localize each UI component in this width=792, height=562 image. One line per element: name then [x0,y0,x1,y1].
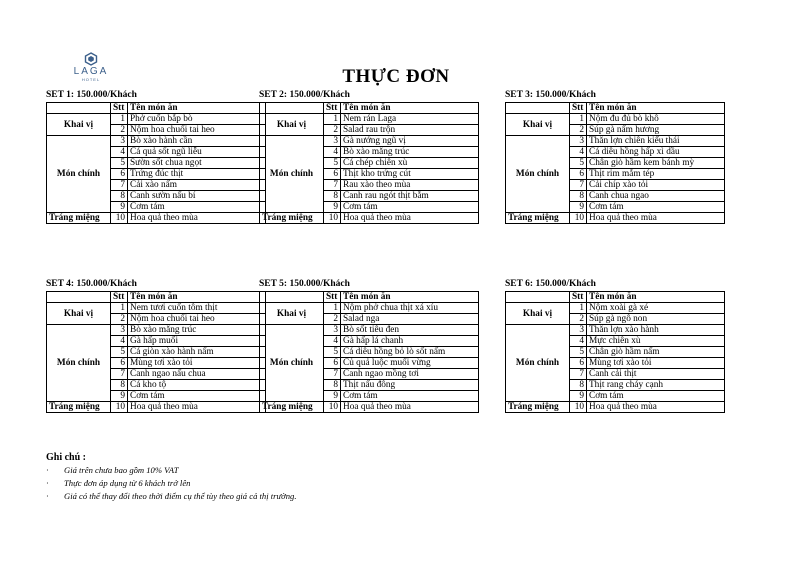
table-row [506,402,725,413]
category-cell: Khai vị [506,114,570,136]
dish-cell: Salad rau trộn [341,125,479,136]
stt-cell: 3 [570,325,587,336]
dish-cell: Nem rán Laga [341,114,479,125]
header-dish: Tên món ăn [587,292,725,303]
note-item [46,477,296,490]
stt-cell: 5 [324,158,341,169]
table-row [506,114,725,125]
menu-table [505,291,725,413]
stt-cell: 3 [324,136,341,147]
dish-cell: Bò sốt tiêu đen [341,325,479,336]
stt-cell: 1 [324,303,341,314]
header-dish: Tên món ăn [341,292,479,303]
dish-cell: Cơm tám [587,391,725,402]
category-cell: Tráng miệng [260,213,324,224]
stt-cell: 2 [570,314,587,325]
category-cell: Món chính [260,325,324,402]
table-row [260,213,479,224]
table-row [47,213,266,224]
table-row [260,325,479,336]
stt-cell: 8 [570,380,587,391]
dish-cell: Sườn sốt chua ngọt [128,158,266,169]
stt-cell: 3 [111,325,128,336]
stt-cell: 4 [324,336,341,347]
stt-cell: 5 [570,347,587,358]
category-cell: Khai vị [506,303,570,325]
table-row [47,136,266,147]
stt-cell: 7 [111,180,128,191]
table-row [506,213,725,224]
stt-cell: 10 [324,213,341,224]
category-cell: Khai vị [47,303,111,325]
dish-cell: Canh rau ngót thịt bằm [341,191,479,202]
dish-cell: Cơm tám [341,391,479,402]
stt-cell: 8 [324,380,341,391]
dish-cell: Cải chíp xào tỏi [587,180,725,191]
menu-table [46,291,266,413]
bullet-icon: · [46,491,49,501]
note-text: Giá trên chưa bao gồm 10% VAT [64,465,179,475]
table-row [260,114,479,125]
dish-cell: Nộm đu đủ bò khô [587,114,725,125]
note-item [46,490,296,503]
stt-cell: 3 [111,136,128,147]
table-header-row [47,292,266,303]
stt-cell: 9 [324,391,341,402]
table-row [506,303,725,314]
stt-cell: 7 [324,369,341,380]
dish-cell: Canh cải thịt [587,369,725,380]
stt-cell: 4 [111,336,128,347]
stt-cell: 6 [111,169,128,180]
dish-cell: Canh chua ngao [587,191,725,202]
header-category [47,292,111,303]
category-cell: Tráng miệng [47,213,111,224]
table-row [260,136,479,147]
table-row [47,114,266,125]
stt-cell: 3 [570,136,587,147]
category-cell: Khai vị [47,114,111,136]
menu-table [259,291,479,413]
stt-cell: 2 [324,125,341,136]
table-header-row [506,292,725,303]
stt-cell: 9 [570,202,587,213]
category-cell: Món chính [506,325,570,402]
header-stt: Stt [324,103,341,114]
stt-cell: 4 [324,147,341,158]
note-text: Thực đơn áp dụng từ 6 khách trở lên [64,478,191,488]
dish-cell: Chân giò hầm kem bánh mỳ [587,158,725,169]
category-cell: Khai vị [260,114,324,136]
dish-cell: Hoa quả theo mùa [587,402,725,413]
dish-cell: Cá diêu hồng hấp xì dầu [587,147,725,158]
header-stt: Stt [570,103,587,114]
dish-cell: Hoa quả theo mùa [587,213,725,224]
stt-cell: 10 [111,402,128,413]
category-cell: Tráng miệng [506,402,570,413]
table-row [260,303,479,314]
dish-cell: Gà nướng ngũ vị [341,136,479,147]
category-cell: Món chính [260,136,324,213]
menu-set-3 [505,89,725,224]
stt-cell: 1 [570,303,587,314]
stt-cell: 8 [111,191,128,202]
logo-sub: HOTEL [81,77,101,82]
stt-cell: 8 [570,191,587,202]
dish-cell: Thăn lợn xào hành [587,325,725,336]
dish-cell: Hoa quả theo mùa [341,402,479,413]
dish-cell: Bò xào măng trúc [128,325,266,336]
table-row [506,325,725,336]
dish-cell: Canh ngao nấu chua [128,369,266,380]
header-stt: Stt [570,292,587,303]
menu-table [259,102,479,224]
category-cell: Món chính [47,136,111,213]
stt-cell: 10 [111,213,128,224]
dish-cell: Cá quả sốt ngũ liễu [128,147,266,158]
table-header-row [506,103,725,114]
dish-cell: Súp gà nấm hương [587,125,725,136]
stt-cell: 5 [570,158,587,169]
stt-cell: 7 [570,369,587,380]
header-dish: Tên món ăn [128,103,266,114]
header-category [260,292,324,303]
header-category [260,103,324,114]
header-category [506,292,570,303]
stt-cell: 2 [111,314,128,325]
dish-cell: Cải xào nấm [128,180,266,191]
stt-cell: 6 [570,358,587,369]
stt-cell: 1 [570,114,587,125]
dish-cell: Thịt rang cháy cạnh [587,380,725,391]
header-stt: Stt [324,292,341,303]
dish-cell: Canh sườn nấu bí [128,191,266,202]
header-dish: Tên món ăn [341,103,479,114]
category-cell: Khai vị [260,303,324,325]
dish-cell: Mùng tơi xào tỏi [587,358,725,369]
stt-cell: 1 [111,114,128,125]
stt-cell: 3 [324,325,341,336]
dish-cell: Cá chép chiên xù [341,158,479,169]
dish-cell: Thịt rim mắm tép [587,169,725,180]
set-title: SET 6: 150.000/Khách [505,279,596,289]
stt-cell: 6 [324,358,341,369]
dish-cell: Nộm phở chua thịt xá xíu [341,303,479,314]
stt-cell: 6 [324,169,341,180]
stt-cell: 1 [111,303,128,314]
header-stt: Stt [111,292,128,303]
stt-cell: 6 [111,358,128,369]
set-title: SET 3: 150.000/Khách [505,90,596,100]
stt-cell: 6 [570,169,587,180]
stt-cell: 5 [111,347,128,358]
logo-name: LAGA [73,66,109,77]
dish-cell: Nộm hoa chuối tai heo [128,125,266,136]
note-text: Giá có thể thay đổi theo thời điểm cụ thể tùy theo giá cả thị trường. [64,491,297,501]
stt-cell: 5 [324,347,341,358]
category-cell: Món chính [47,325,111,402]
menu-set-2 [259,89,479,224]
dish-cell: Thăn lợn chiên kiểu thái [587,136,725,147]
table-header-row [260,103,479,114]
dish-cell: Gà hấp lá chanh [341,336,479,347]
stt-cell: 10 [570,402,587,413]
set-title: SET 1: 150.000/Khách [46,90,137,100]
dish-cell: Cá giòn xào hành nấm [128,347,266,358]
stt-cell: 10 [570,213,587,224]
page-title: THỰC ĐƠN [342,66,450,87]
table-header-row [47,103,266,114]
dish-cell: Nem tươi cuốn tôm thịt [128,303,266,314]
menu-set-5 [259,278,479,413]
dish-cell: Bò xào măng trúc [341,147,479,158]
stt-cell: 2 [111,125,128,136]
table-row [47,402,266,413]
dish-cell: Canh ngao mồng tơi [341,369,479,380]
notes-section [46,451,296,503]
stt-cell: 9 [111,202,128,213]
stt-cell: 2 [324,314,341,325]
stt-cell: 9 [111,391,128,402]
dish-cell: Gà hấp muối [128,336,266,347]
dish-cell: Cơm tám [128,202,266,213]
menu-table [46,102,266,224]
dish-cell: Cơm tám [128,391,266,402]
set-title: SET 5: 150.000/Khách [259,279,350,289]
dish-cell: Thịt nấu đông [341,380,479,391]
category-cell: Tráng miệng [506,213,570,224]
dish-cell: Mùng tơi xào tỏi [128,358,266,369]
menu-table [505,102,725,224]
dish-cell: Cá kho tộ [128,380,266,391]
dish-cell: Cá diêu hồng bỏ lò sốt nấm [341,347,479,358]
set-title: SET 2: 150.000/Khách [259,90,350,100]
dish-cell: Củ quả luộc muối vừng [341,358,479,369]
dish-cell: Hoa quả theo mùa [341,213,479,224]
stt-cell: 1 [324,114,341,125]
stt-cell: 10 [324,402,341,413]
stt-cell: 9 [324,202,341,213]
dish-cell: Bò xào hành cần [128,136,266,147]
stt-cell: 9 [570,391,587,402]
dish-cell: Mực chiên xù [587,336,725,347]
dish-cell: Salad nga [341,314,479,325]
category-cell: Món chính [506,136,570,213]
dish-cell: Thịt kho trứng cút [341,169,479,180]
stt-cell: 7 [111,369,128,380]
stt-cell: 4 [570,336,587,347]
stt-cell: 7 [324,180,341,191]
note-item [46,464,296,477]
dish-cell: Chân giò hầm nấm [587,347,725,358]
table-row [506,136,725,147]
table-row [47,303,266,314]
category-cell: Tráng miệng [47,402,111,413]
category-cell: Tráng miệng [260,402,324,413]
dish-cell: Cơm tám [341,202,479,213]
set-title: SET 4: 150.000/Khách [46,279,137,289]
dish-cell: Nộm xoài gà xé [587,303,725,314]
notes-title: Ghi chú : [46,452,87,463]
header-category [47,103,111,114]
dish-cell: Trứng đúc thịt [128,169,266,180]
stt-cell: 8 [111,380,128,391]
dish-cell: Hoa quả theo mùa [128,213,266,224]
dish-cell: Phở cuốn bắp bò [128,114,266,125]
table-row [260,402,479,413]
table-row [47,325,266,336]
dish-cell: Rau xào theo mùa [341,180,479,191]
table-header-row [260,292,479,303]
stt-cell: 7 [570,180,587,191]
bullet-icon: · [46,478,49,488]
dish-cell: Hoa quả theo mùa [128,402,266,413]
header-stt: Stt [111,103,128,114]
header-dish: Tên món ăn [587,103,725,114]
stt-cell: 4 [570,147,587,158]
stt-cell: 4 [111,147,128,158]
header-category [506,103,570,114]
bullet-icon: · [46,465,49,475]
stt-cell: 2 [570,125,587,136]
stt-cell: 8 [324,191,341,202]
menu-set-4 [46,278,266,413]
menu-set-1 [46,89,266,224]
dish-cell: Cơm tám [587,202,725,213]
menu-set-6 [505,278,725,413]
header-dish: Tên món ăn [128,292,266,303]
logo-icon [84,52,98,66]
dish-cell: Súp gà ngô non [587,314,725,325]
dish-cell: Nộm hoa chuối tai heo [128,314,266,325]
stt-cell: 5 [111,158,128,169]
